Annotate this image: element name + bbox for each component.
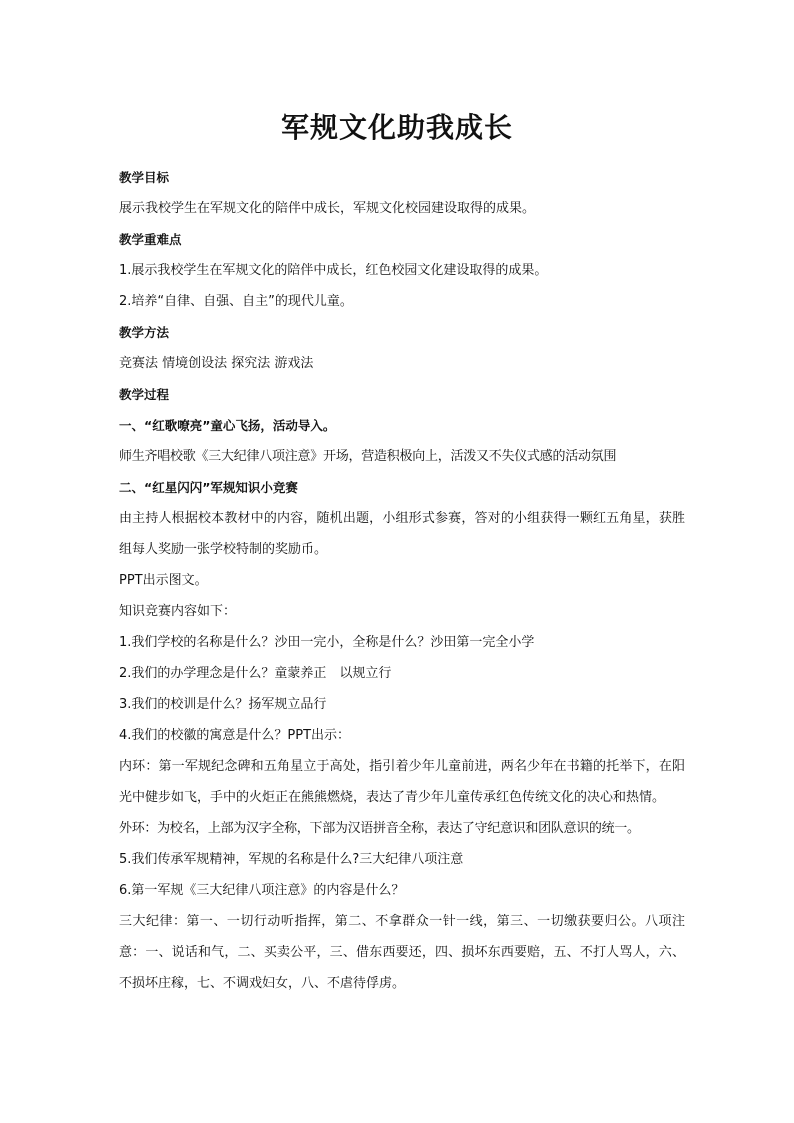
paragraph: 师生齐唱校歌《三大纪律八项注意》开场，营造积极向上，活泼又不失仪式感的活动氛围	[119, 449, 617, 464]
section-heading-key-points: 教学重难点	[119, 232, 182, 247]
list-item: 5.我们传承军规精神，军规的名称是什么?三大纪律八项注意	[119, 852, 464, 867]
paragraph: 知识竞赛内容如下：	[119, 604, 237, 619]
paragraph: 竞赛法 情境创设法 探究法 游戏法	[119, 356, 314, 371]
paragraph: PPT出示图文。	[119, 573, 208, 588]
paragraph: 三大纪律：第一、一切行动听指挥，第二、不拿群众一针一线，第三、一切缴获要归公。八项注意：一、说话和气，二、买卖公平，三、借东西要还，四、损坏东西要赔，五、不打人骂人，六、不损坏庄稼，七、不调戏妇女，八、不虐待俘虏。	[119, 914, 685, 991]
section-heading-process: 教学过程	[119, 387, 170, 402]
paragraph: 展示我校学生在军规文化的陪伴中成长，军规文化校园建设取得的成果。	[119, 201, 536, 216]
list-item: 6.第一军规《三大纪律八项注意》的内容是什么？	[119, 883, 405, 898]
subsection-heading-2: 二、“红星闪闪”军规知识小竞赛	[119, 480, 298, 495]
section-heading-methods: 教学方法	[119, 325, 170, 340]
paragraph: 内环：第一军规纪念碑和五角星立于高处，指引着少年儿童前进，两名少年在书籍的托举下，在阳光中健步如飞，手中的火炬正在熊熊燃烧，表达了青少年儿童传承红色传统文化的决心和热情。	[119, 759, 685, 805]
document-body	[119, 162, 685, 999]
subsection-heading-1: 一、“红歌嘹亮”童心飞扬，活动导入。	[119, 418, 336, 433]
paragraph: 由主持人根据校本教材中的内容，随机出题，小组形式参赛，答对的小组获得一颗红五角星，获胜组每人奖励一张学校特制的奖励币。	[119, 511, 685, 557]
paragraph: 2.培养“自律、自强、自主”的现代儿童。	[119, 294, 353, 309]
paragraph: 外环：为校名，上部为汉字全称，下部为汉语拼音全称，表达了守纪意识和团队意识的统一。	[119, 821, 640, 836]
list-item: 3.我们的校训是什么？扬军规立品行	[119, 697, 327, 712]
list-item: 1.我们学校的名称是什么？沙田一完小，全称是什么？沙田第一完全小学	[119, 635, 535, 650]
section-heading-objectives: 教学目标	[119, 170, 170, 185]
list-item: 2.我们的办学理念是什么？童蒙养正 以规立行	[119, 666, 392, 681]
list-item: 4.我们的校徽的寓意是什么？PPT出示：	[119, 728, 351, 743]
paragraph: 1.展示我校学生在军规文化的陪伴中成长，红色校园文化建设取得的成果。	[119, 263, 548, 278]
page-title: 军规文化助我成长	[280, 111, 513, 144]
